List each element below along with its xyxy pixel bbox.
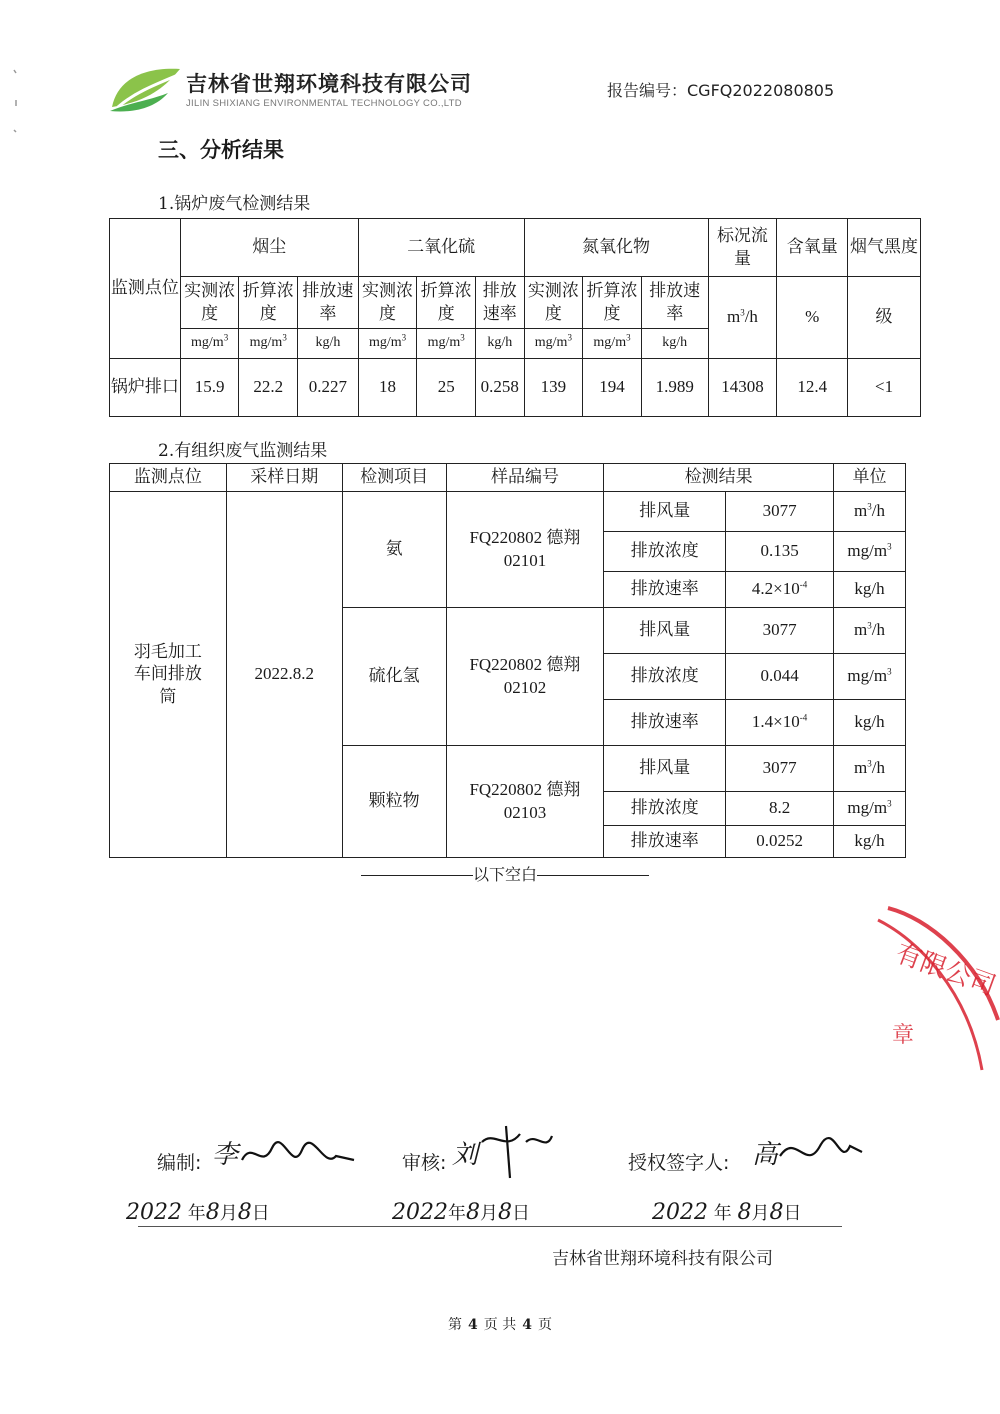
param-cell: 排风量 <box>604 608 726 654</box>
value-cell: 3077 <box>726 492 834 532</box>
param-cell: 排风量 <box>604 492 726 532</box>
reviewed-signature: 刘 <box>452 1140 479 1170</box>
unit-cell: $mg/m^3$ <box>834 654 906 700</box>
unit-cell: kg/h <box>834 700 906 746</box>
prepared-label: 编制: <box>157 1152 202 1174</box>
table-row <box>110 492 906 532</box>
prepared-signature-scribble <box>238 1130 358 1184</box>
company-seal-stamp <box>858 900 1000 1080</box>
header-dust: 烟尘 <box>180 219 358 277</box>
sample-cell: FQ220802 德翔 02101 <box>446 492 604 608</box>
table2-title: 2.有组织废气监测结果 <box>158 441 328 461</box>
unit-oxygen: % <box>777 277 848 359</box>
sub-rate: 排放速率 <box>641 277 708 329</box>
header-nox: 氮氧化物 <box>524 219 708 277</box>
reviewed-signature-scribble <box>476 1122 556 1182</box>
authorized-date: 2022 年 8月8日 <box>652 1200 802 1225</box>
company-name-en: JILIN SHIXIANG ENVIRONMENTAL TECHNOLOGY CO.,LTD <box>186 98 462 109</box>
unit-cell: $m^3/h$ <box>834 608 906 654</box>
flow-value: 14308 <box>708 359 777 417</box>
sub-rate: 排放速率 <box>476 277 525 329</box>
location-cell: 羽毛加工车间排放筒 <box>110 492 227 858</box>
reviewed-date: 2022年8月8日 <box>392 1200 530 1225</box>
authorized-signature: 高 <box>752 1140 779 1170</box>
param-cell: 排放浓度 <box>604 532 726 572</box>
row-location: 锅炉排口 <box>110 359 181 417</box>
date-cell: 2022.8.2 <box>226 492 342 858</box>
header-so2: 二氧化硫 <box>358 219 524 277</box>
header-location: 监测点位 <box>110 219 181 359</box>
unit-cell: $m^3/h$ <box>834 492 906 532</box>
header-oxygen: 含氧量 <box>777 219 848 277</box>
dust-measured: 15.9 <box>180 359 239 417</box>
header-blackness: 烟气黑度 <box>848 219 921 277</box>
header-flow: 标况流量 <box>708 219 777 277</box>
blackness-value: <1 <box>848 359 921 417</box>
unit-blackness: 级 <box>848 277 921 359</box>
signature-baseline <box>138 1226 842 1227</box>
header-unit: 单位 <box>834 464 906 492</box>
value-cell: 8.2 <box>726 792 834 826</box>
end-of-data-note: 以下空白 <box>344 862 666 885</box>
unit-rate: kg/h <box>476 329 525 359</box>
footer-company: 吉林省世翔环境科技有限公司 <box>552 1249 773 1269</box>
authorized-label: 授权签字人: <box>628 1152 730 1174</box>
sub-converted: 折算浓度 <box>417 277 476 329</box>
value-cell: 0.0252 <box>726 826 834 858</box>
prepared-signature: 李 <box>212 1140 239 1170</box>
so2-converted: 25 <box>417 359 476 417</box>
table1-title: 1.锅炉废气检测结果 <box>158 194 311 214</box>
param-cell: 排风量 <box>604 746 726 792</box>
sub-measured: 实测浓度 <box>524 277 583 329</box>
param-cell: 排放速率 <box>604 572 726 608</box>
header-location: 监测点位 <box>110 464 227 492</box>
company-logo-icon <box>108 63 184 115</box>
header-sample: 样品编号 <box>446 464 604 492</box>
sub-rate: 排放速率 <box>298 277 359 329</box>
sub-measured: 实测浓度 <box>180 277 239 329</box>
unit-conc: $mg/m^3$ <box>180 329 239 359</box>
header-date: 采样日期 <box>226 464 342 492</box>
param-cell: 排放速率 <box>604 826 726 858</box>
authorized-signature-scribble <box>776 1126 866 1182</box>
reviewed-label: 审核: <box>402 1152 447 1174</box>
report-number: 报告编号：CGFQ2022080805 <box>607 81 835 100</box>
unit-conc: $mg/m^3$ <box>524 329 583 359</box>
value-cell: 0.044 <box>726 654 834 700</box>
value-cell: 3077 <box>726 746 834 792</box>
unit-cell: kg/h <box>834 826 906 858</box>
so2-measured: 18 <box>358 359 417 417</box>
oxygen-value: 12.4 <box>777 359 848 417</box>
dust-rate: 0.227 <box>298 359 359 417</box>
unit-cell: $m^3/h$ <box>834 746 906 792</box>
header-result: 检测结果 <box>604 464 834 492</box>
sub-converted: 折算浓度 <box>239 277 298 329</box>
sub-converted: 折算浓度 <box>583 277 642 329</box>
unit-cell: kg/h <box>834 572 906 608</box>
header-item: 检测项目 <box>342 464 446 492</box>
value-cell: $1.4\times 10^{-4}$ <box>726 700 834 746</box>
unit-cell: $mg/m^3$ <box>834 792 906 826</box>
param-cell: 排放速率 <box>604 700 726 746</box>
item-cell: 颗粒物 <box>342 746 446 858</box>
nox-measured: 139 <box>524 359 583 417</box>
unit-conc: $mg/m^3$ <box>417 329 476 359</box>
dust-converted: 22.2 <box>239 359 298 417</box>
sample-cell: FQ220802 德翔 02103 <box>446 746 604 858</box>
item-cell: 氨 <box>342 492 446 608</box>
so2-rate: 0.258 <box>476 359 525 417</box>
nox-converted: 194 <box>583 359 642 417</box>
value-cell: 3077 <box>726 608 834 654</box>
section-title: 三、分析结果 <box>158 138 284 162</box>
unit-rate: kg/h <box>298 329 359 359</box>
boiler-exhaust-table <box>109 218 921 417</box>
prepared-date: 2022 年8月8日 <box>126 1200 270 1225</box>
value-cell: 0.135 <box>726 532 834 572</box>
nox-rate: 1.989 <box>641 359 708 417</box>
sub-measured: 实测浓度 <box>358 277 417 329</box>
scan-mark <box>10 60 22 150</box>
sample-cell: FQ220802 德翔 02102 <box>446 608 604 746</box>
unit-conc: $mg/m^3$ <box>583 329 642 359</box>
svg-text:章: 章 <box>892 1023 915 1048</box>
company-name-cn: 吉林省世翔环境科技有限公司 <box>186 72 472 96</box>
param-cell: 排放浓度 <box>604 654 726 700</box>
svg-text:有限公司: 有限公司 <box>891 938 1000 1003</box>
item-cell: 硫化氢 <box>342 608 446 746</box>
param-cell: 排放浓度 <box>604 792 726 826</box>
page-number: 第 4 页 共 4 页 <box>448 1317 552 1333</box>
value-cell: $4.2\times 10^{-4}$ <box>726 572 834 608</box>
table-row <box>110 359 921 417</box>
unit-conc: $mg/m^3$ <box>358 329 417 359</box>
unit-rate: kg/h <box>641 329 708 359</box>
unit-flow: $m^3/h$ <box>708 277 777 359</box>
unit-cell: $mg/m^3$ <box>834 532 906 572</box>
unit-conc: $mg/m^3$ <box>239 329 298 359</box>
organized-exhaust-table <box>109 463 906 858</box>
